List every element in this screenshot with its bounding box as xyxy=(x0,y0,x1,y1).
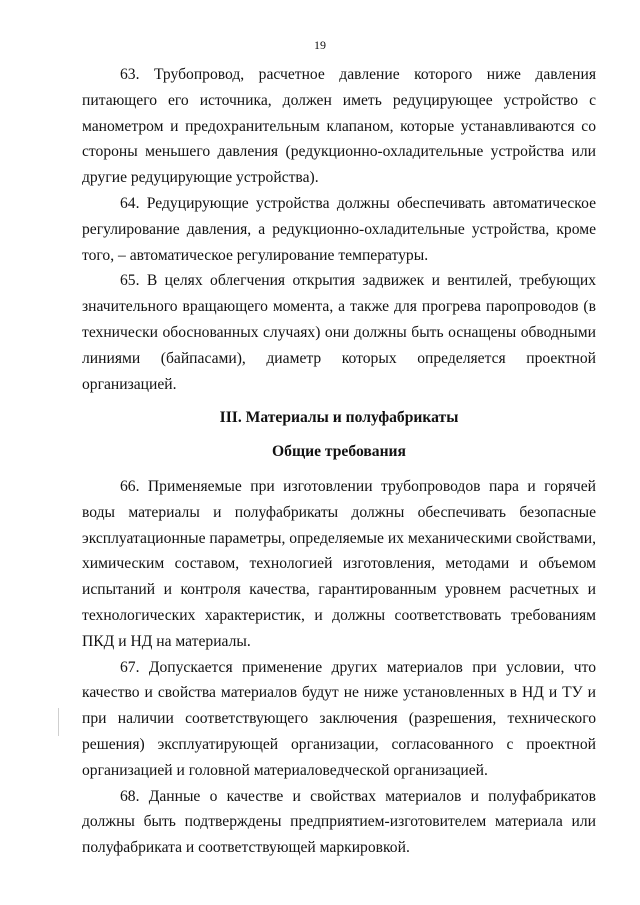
paragraph-66: 66. Применяемые при изготовлении трубопроводов пара и горячей воды материалы и полуфабрикаты должны обеспечивать безопасные эксплуатационные параметры, определяемые их механическими свойствами, химическим составом, технологией изготовления, методами и объемом испытаний и контроля качества, гарантированным уровнем расчетных и технологических характеристик, и должны соответствовать требованиям ПКД и НД на материалы. xyxy=(82,477,597,650)
paragraph-64: 64. Редуцирующие устройства должны обеспечивать автоматическое регулирование давления, а редукционно-охладительные устройства, кроме того, – автоматическое регулирование температуры. xyxy=(82,194,596,264)
paragraph-68: 68. Данные о качестве и свойствах материалов и полуфабрикатов должны быть подтверждены предприятием-изготовителем материала или полуфабриката и соответствующей маркировкой. xyxy=(82,787,596,857)
page-number: 19 xyxy=(314,38,326,52)
paragraph-63: 63. Трубопровод, расчетное давление которого ниже давления питающего его источника, должен иметь редуцирующее устройство с манометром и предохранительным клапаном, которые устанавливаются со стороны меньшего давления (редукционно-охладительные устройства или другие редуцирующие устройства). xyxy=(82,66,596,187)
subsection-heading: Общие требования xyxy=(272,443,406,461)
section-heading: III. Материалы и полуфабрикаты xyxy=(219,409,459,427)
scan-margin-mark xyxy=(58,708,59,736)
paragraph-65: 65. В целях облегчения открытия задвижек и вентилей, требующих значительного вращающего момента, а также для прогрева паропроводов (в технически обоснованных случаях) они должны быть оснащены обводными линиями (байпасами), диаметр которых определяется проектной организацией. xyxy=(82,272,596,393)
document-body xyxy=(82,62,596,861)
paragraph-67: 67. Допускается применение других материалов при условии, что качество и свойства материалов будут не ниже установленных в НД и ТУ и при наличии соответствующего заключения (разрешения, технического решения) эксплуатирующей организации, согласованного с проектной организацией и головной материаловедческой организацией. xyxy=(82,658,596,779)
